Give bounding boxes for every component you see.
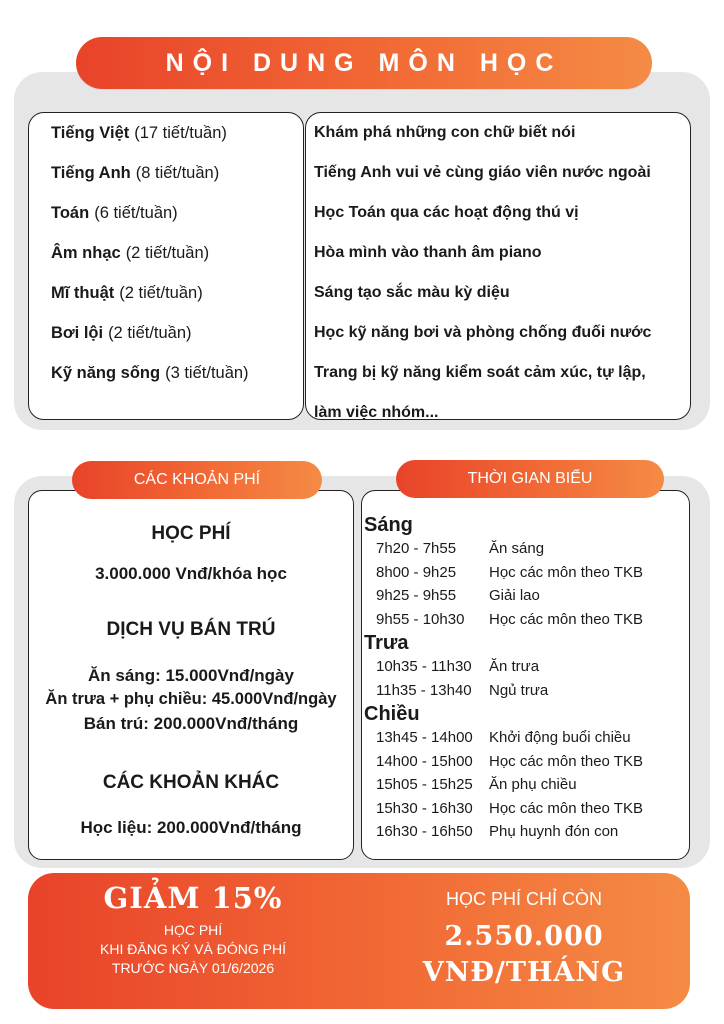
slot-time: 14h00 - 15h00 bbox=[376, 752, 473, 770]
subject-name: Mĩ thuật bbox=[51, 284, 115, 302]
subjects-list bbox=[28, 112, 304, 420]
section-title-subjects: NỘI DUNG MÔN HỌC bbox=[76, 37, 652, 89]
subject-row bbox=[51, 243, 303, 283]
subject-name: Tiếng Anh bbox=[51, 164, 131, 182]
slot-activity: Học các môn theo TKB bbox=[489, 752, 643, 770]
promo-line-1: HỌC PHÍ bbox=[163, 922, 223, 938]
schedule-slot bbox=[364, 797, 689, 821]
schedule-slot bbox=[364, 584, 689, 608]
slot-activity: Học các môn theo TKB bbox=[489, 799, 643, 817]
tuition-title: HỌC PHÍ bbox=[151, 523, 231, 544]
subject-descriptions bbox=[305, 112, 691, 420]
subject-name: Tiếng Việt bbox=[51, 124, 130, 142]
slot-time: 11h35 - 13h40 bbox=[376, 681, 472, 699]
subject-row bbox=[51, 123, 303, 163]
schedule-slot bbox=[364, 750, 689, 774]
slot-time: 8h00 - 9h25 bbox=[376, 563, 457, 581]
promo-price-label: HỌC PHÍ CHỈ CÒN bbox=[445, 889, 602, 909]
slot-time: 9h25 - 9h55 bbox=[376, 587, 457, 604]
other-fees-title: CÁC KHOẢN KHÁC bbox=[102, 772, 280, 793]
slot-activity: Ngủ trưa bbox=[489, 681, 549, 699]
subject-name: Âm nhạc bbox=[51, 244, 121, 262]
slot-time: 15h30 - 16h30 bbox=[376, 799, 473, 817]
subject-description: Hòa mình vào thanh âm piano bbox=[314, 244, 542, 261]
subject-hours: (3 tiết/tuần) bbox=[165, 364, 249, 382]
slot-time: 15h05 - 15h25 bbox=[376, 776, 473, 793]
slot-time: 9h55 - 10h30 bbox=[376, 610, 465, 628]
slot-activity: Khởi động buổi chiều bbox=[489, 729, 631, 746]
schedule-slot bbox=[364, 679, 689, 703]
materials-fee: Học liệu: 200.000Vnđ/tháng bbox=[80, 818, 302, 837]
boarding-fee: Bán trú: 200.000Vnđ/tháng bbox=[83, 714, 299, 733]
slot-activity: Ăn trưa bbox=[489, 658, 540, 675]
slot-time: 13h45 - 14h00 bbox=[376, 729, 473, 746]
slot-activity: Học các môn theo TKB bbox=[489, 610, 643, 628]
subject-hours: (17 tiết/tuần) bbox=[134, 124, 227, 142]
slot-activity: Giải lao bbox=[489, 587, 540, 604]
subject-description: Sáng tạo sắc màu kỳ diệu bbox=[314, 284, 510, 301]
schedule-box bbox=[361, 490, 690, 860]
slot-time: 7h20 - 7h55 bbox=[376, 540, 457, 557]
promo-banner bbox=[28, 873, 690, 1009]
schedule-slot bbox=[364, 655, 689, 679]
subject-name: Toán bbox=[51, 204, 90, 222]
subject-row bbox=[51, 323, 303, 363]
slot-activity: Học các môn theo TKB bbox=[489, 563, 643, 581]
subject-description: Khám phá những con chữ biết nói bbox=[314, 124, 576, 141]
promo-price: 2.550.000 bbox=[444, 921, 604, 952]
subject-row bbox=[51, 283, 303, 323]
promo-price-unit: VNĐ/THÁNG bbox=[422, 957, 626, 988]
subject-description: Tiếng Anh vui vẻ cùng giáo viên nước ngoài bbox=[314, 164, 651, 181]
subject-description: Trang bị kỹ năng kiểm soát cảm xúc, tự lập, bbox=[314, 364, 646, 381]
subject-hours: (2 tiết/tuần) bbox=[119, 284, 203, 302]
schedule-slot bbox=[364, 820, 689, 844]
fees-box bbox=[28, 490, 354, 860]
subject-hours: (2 tiết/tuần) bbox=[125, 244, 210, 262]
subject-description: Học Toán qua các hoạt động thú vị bbox=[314, 204, 579, 221]
subject-description-continued: làm việc nhóm... bbox=[314, 404, 439, 421]
boarding-title: DỊCH VỤ BÁN TRÚ bbox=[106, 619, 276, 640]
subject-row bbox=[51, 363, 303, 403]
subject-description: Học kỹ năng bơi và phòng chống đuối nước bbox=[314, 324, 652, 341]
breakfast-fee: Ăn sáng: 15.000Vnđ/ngày bbox=[88, 666, 294, 685]
discount-headline: GIẢM 15% bbox=[103, 881, 283, 915]
slot-activity: Ăn sáng bbox=[489, 540, 545, 557]
subject-hours: (6 tiết/tuần) bbox=[94, 204, 178, 222]
schedule-slot bbox=[364, 726, 689, 750]
subject-name: Kỹ năng sống bbox=[51, 364, 161, 382]
slot-activity: Phụ huynh đón con bbox=[489, 823, 619, 840]
subject-row bbox=[51, 203, 303, 243]
promo-line-2: KHI ĐĂNG KÝ VÀ ĐÓNG PHÍ bbox=[100, 941, 286, 957]
slot-time: 16h30 - 16h50 bbox=[376, 823, 473, 840]
slot-activity: Ăn phụ chiều bbox=[489, 776, 577, 793]
subject-hours: (8 tiết/tuần) bbox=[135, 164, 220, 182]
subject-row bbox=[51, 163, 303, 203]
schedule-period-title: Trưa bbox=[364, 632, 409, 654]
tuition-value: 3.000.000 Vnđ/khóa học bbox=[95, 564, 287, 583]
promo-line-3: TRƯỚC NGÀY 01/6/2026 bbox=[111, 960, 275, 976]
schedule-slot bbox=[364, 608, 689, 632]
schedule-slot bbox=[364, 561, 689, 585]
schedule-slot bbox=[364, 773, 689, 797]
lunch-snack-fee: Ăn trưa + phụ chiều: 45.000Vnđ/ngày bbox=[45, 690, 337, 708]
schedule-period-title: Sáng bbox=[364, 514, 413, 536]
subject-name: Bơi lội bbox=[51, 324, 104, 342]
fees-header: CÁC KHOẢN PHÍ bbox=[72, 461, 322, 499]
schedule-slot bbox=[364, 537, 689, 561]
slot-time: 10h35 - 11h30 bbox=[376, 658, 472, 675]
schedule-period-title: Chiều bbox=[364, 703, 420, 725]
subject-hours: (2 tiết/tuần) bbox=[108, 324, 192, 342]
schedule-header: THỜI GIAN BIỂU bbox=[396, 460, 664, 498]
